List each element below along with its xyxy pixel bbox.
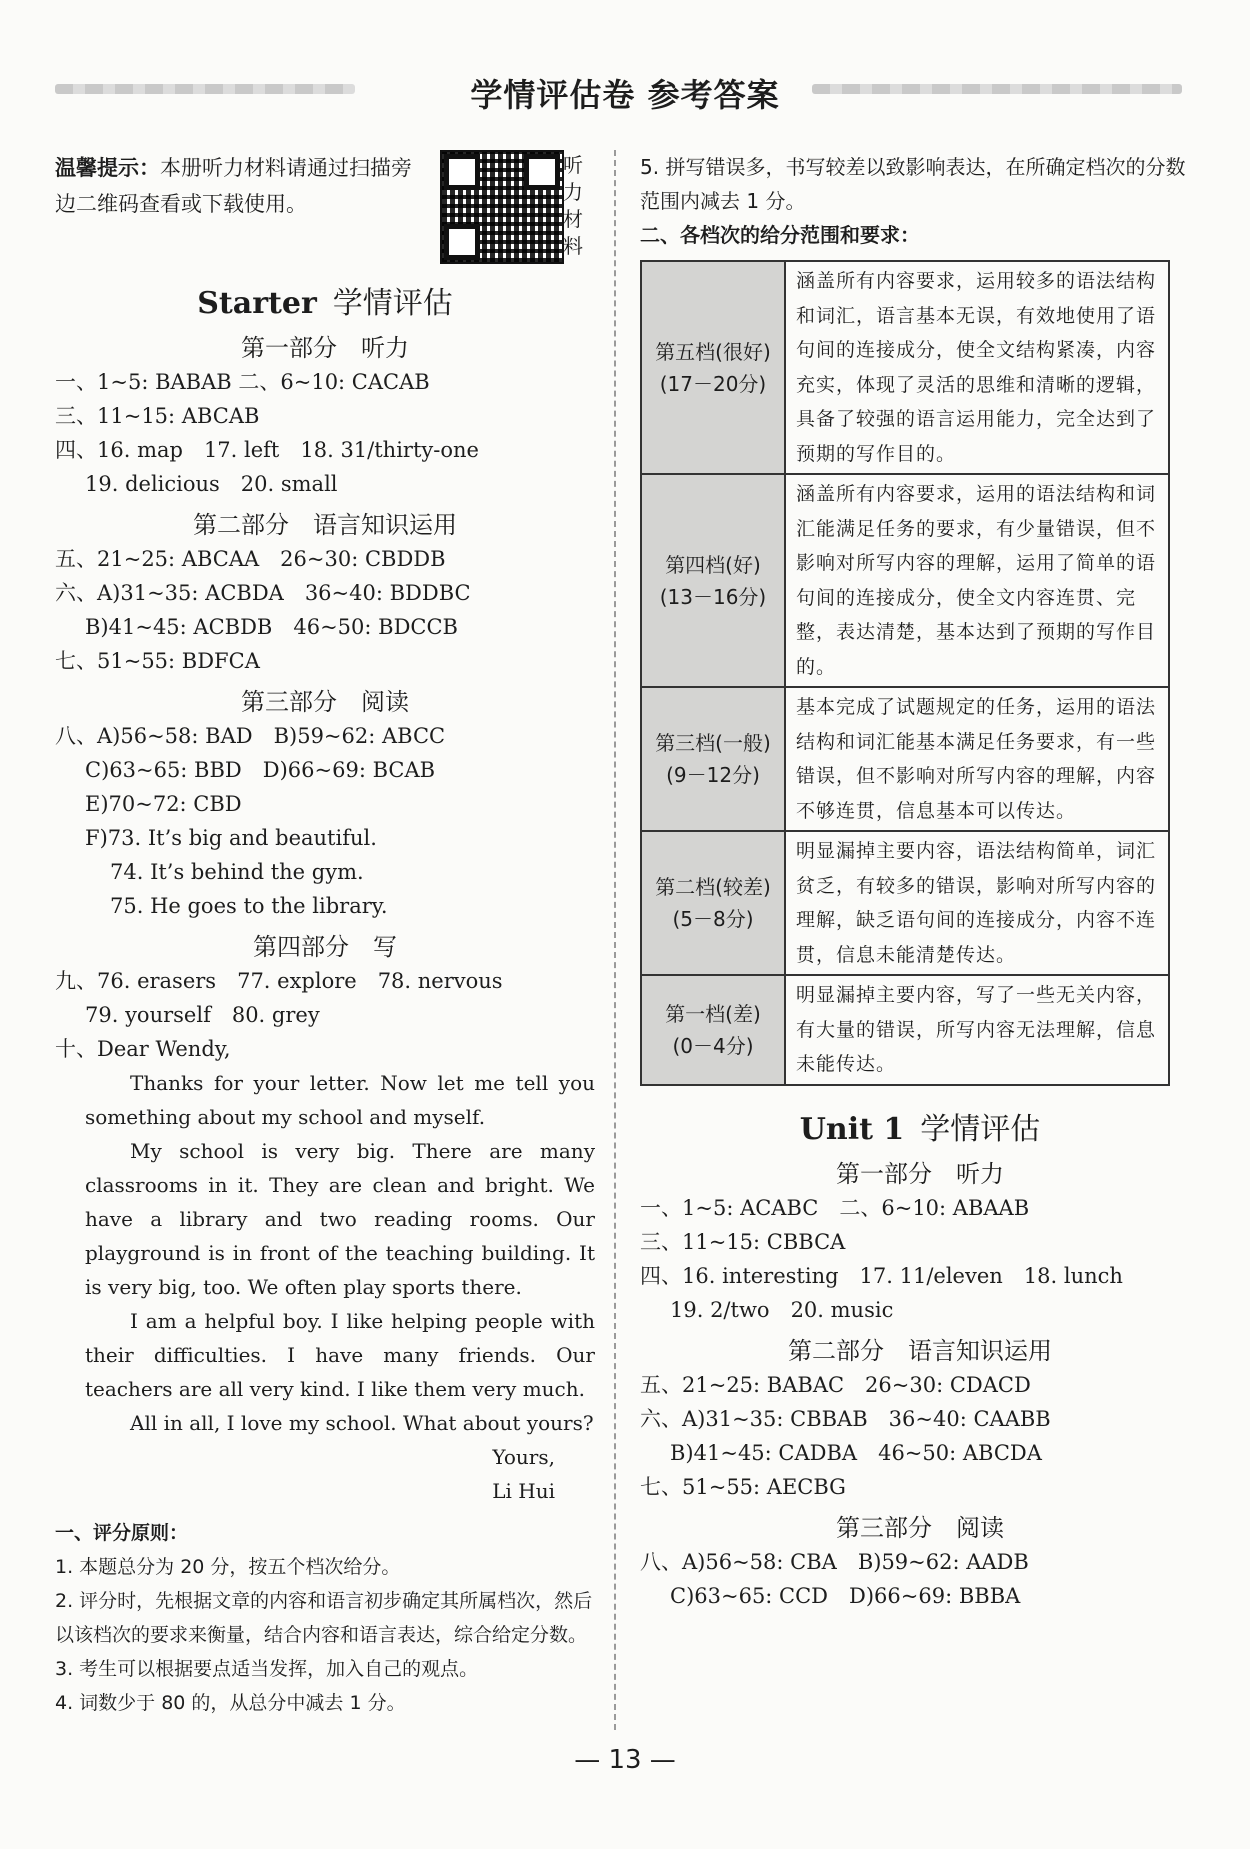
- rule-item: 1. 本题总分为 20 分，按五个档次给分。: [55, 1556, 401, 1578]
- right-column: [640, 150, 1200, 1613]
- qr-label: 听力材料: [563, 153, 583, 258]
- grade-description: 明显漏掉主要内容，语法结构简单，词汇贫乏，有较多的错误，影响对所写内容的理解，缺乏语句间的连接成分，内容不连贯，信息未能清楚传达。: [785, 831, 1169, 975]
- grade-description: 涵盖所有内容要求，运用的语法结构和词汇能满足任务的要求，有少量错误，但不影响对所写内容的理解，运用了简单的语句间的连接成分，使全文内容连贯、完整，表达清楚，基本达到了预期的写作目的。: [785, 474, 1169, 687]
- answer-line: C)63~65: CCD D)66~69: BBBA: [670, 1583, 1021, 1608]
- tip-label: 温馨提示：: [55, 156, 160, 180]
- starter-part2-title: 第二部分 语言知识运用: [193, 511, 457, 539]
- answer-line: 19. delicious 20. small: [85, 472, 338, 496]
- starter-part1-title: 第一部分 听力: [241, 334, 409, 362]
- answer-line: 三、11~15: ABCAB: [55, 404, 260, 428]
- grade-description: 基本完成了试题规定的任务，运用的语法结构和词汇能基本满足任务要求，有一些错误，但不影响对所写内容的理解，内容不够连贯，信息基本可以传达。: [785, 687, 1169, 831]
- grade-level: 第一档(差) (0－4分): [641, 975, 785, 1085]
- grade-row: [641, 261, 1169, 474]
- answer-line: 五、21~25: BABAC 26~30: CDACD: [640, 1372, 1031, 1397]
- starter-part4-title: 第四部分 写: [253, 933, 397, 961]
- answer-line: 79. yourself 80. grey: [85, 1003, 320, 1027]
- answer-line: 四、16. map 17. left 18. 31/thirty-one: [55, 438, 479, 462]
- answer-line: 75. He goes to the library.: [110, 894, 388, 918]
- tip-body: 本册听力材料请通过扫描旁边二维码查看或下载使用。: [55, 156, 412, 216]
- grade-row: [641, 831, 1169, 975]
- title-rule-right: [812, 84, 1182, 94]
- rule-item: 5. 拼写错误多，书写较差以致影响表达，在所确定档次的分数范围内减去 1 分。: [640, 155, 1186, 213]
- answer-line: B)41~45: ACBDB 46~50: BDCCB: [85, 615, 458, 639]
- starter-part3-title: 第三部分 阅读: [241, 688, 409, 716]
- left-column: [55, 150, 595, 1720]
- essay-paragraph: My school is very big. There are many classrooms in it. They are clean and bright. We have a library and two reading rooms. Our playground is in front of the teaching building. It is very big, too. We often play sports there.: [85, 1139, 595, 1299]
- qr-code-icon[interactable]: [440, 150, 564, 264]
- grade-row: [641, 474, 1169, 687]
- column-divider: [614, 150, 616, 1730]
- unit1-title-cn: 学情评估: [920, 1111, 1041, 1147]
- answer-line: 四、16. interesting 17. 11/eleven 18. lunch: [640, 1263, 1123, 1288]
- essay-signature: Li Hui: [492, 1479, 555, 1503]
- answer-line: 八、A)56~58: CBA B)59~62: AADB: [640, 1549, 1029, 1574]
- grade-description: 明显漏掉主要内容，写了一些无关内容，有大量的错误，所写内容无法理解，信息未能传达。: [785, 975, 1169, 1085]
- answer-line: 三、11~15: CBBCA: [640, 1229, 846, 1254]
- grading-table: [640, 260, 1170, 1086]
- answer-line: 74. It’s behind the gym.: [110, 860, 364, 884]
- grade-level: 第二档(较差) (5－8分): [641, 831, 785, 975]
- essay-paragraph: Thanks for your letter. Now let me tell you something about my school and myself.: [85, 1071, 595, 1129]
- answer-line: 九、76. erasers 77. explore 78. nervous: [55, 969, 503, 993]
- rules-heading: 一、评分原则：: [55, 1522, 189, 1544]
- starter-title-cn: 学情评估: [332, 286, 453, 321]
- starter-title: [55, 278, 595, 322]
- answer-line: 19. 2/two 20. music: [670, 1297, 894, 1322]
- unit1-part3-title: 第三部分 阅读: [836, 1513, 1004, 1542]
- tip-block: [55, 150, 595, 268]
- grade-row: [641, 975, 1169, 1085]
- title-rule-left: [55, 84, 355, 94]
- rule-item: 4. 词数少于 80 的，从总分中减去 1 分。: [55, 1692, 406, 1714]
- answer-line: 十、Dear Wendy,: [55, 1037, 231, 1061]
- essay-closing: Yours,: [492, 1445, 555, 1469]
- grade-description: 涵盖所有内容要求，运用较多的语法结构和词汇，语言基本无误，有效地使用了语句间的连接成分，使全文结构紧凑，内容充实，体现了灵活的思维和清晰的逻辑，具备了较强的语言运用能力，完全达到了预期的写作目的。: [785, 261, 1169, 474]
- rule-item: 2. 评分时，先根据文章的内容和语言初步确定其所属档次，然后以该档次的要求来衡量，结合内容和语言表达，综合给定分数。: [55, 1590, 593, 1646]
- answer-line: 八、A)56~58: BAD B)59~62: ABCC: [55, 724, 446, 748]
- essay-paragraph: All in all, I love my school. What about yours?: [130, 1411, 594, 1435]
- grade-row: [641, 687, 1169, 831]
- answer-line: 六、A)31~35: CBBAB 36~40: CAABB: [640, 1406, 1051, 1431]
- unit1-title: [640, 1104, 1200, 1148]
- answer-line: 五、21~25: ABCAA 26~30: CBDDB: [55, 547, 446, 571]
- answer-line: 一、1~5: ACABC 二、6~10: ABAAB: [640, 1195, 1030, 1220]
- answer-line: 六、A)31~35: ACBDA 36~40: BDDBC: [55, 581, 471, 605]
- essay-paragraph: I am a helpful boy. I like helping people with their difficulties. I have many friends. Our teachers are all very kind. I like them very much.: [85, 1309, 595, 1401]
- answer-line: 七、51~55: BDFCA: [55, 649, 260, 673]
- tip-text: [55, 150, 420, 222]
- page-title: 学情评估卷 参考答案: [470, 76, 780, 114]
- answer-line: 一、1~5: BABAB 二、6~10: CACAB: [55, 370, 430, 394]
- unit1-part1-title: 第一部分 听力: [836, 1159, 1004, 1188]
- answer-line: F)73. It’s big and beautiful.: [85, 826, 377, 850]
- rule-item: 3. 考生可以根据要点适当发挥，加入自己的观点。: [55, 1658, 479, 1680]
- unit1-part2-title: 第二部分 语言知识运用: [788, 1336, 1052, 1365]
- answer-line: B)41~45: CADBA 46~50: ABCDA: [670, 1440, 1042, 1465]
- grades-heading: 二、各档次的给分范围和要求：: [640, 223, 920, 247]
- grade-level: 第四档(好) (13－16分): [641, 474, 785, 687]
- answer-line: 七、51~55: AECBG: [640, 1474, 846, 1499]
- page-number: — 13 —: [574, 1745, 676, 1775]
- grade-level: 第三档(一般) (9－12分): [641, 687, 785, 831]
- answer-line: E)70~72: CBD: [85, 792, 242, 816]
- starter-title-en: Starter: [197, 286, 317, 321]
- unit1-title-en: Unit 1: [799, 1111, 905, 1147]
- grade-level: 第五档(很好) (17－20分): [641, 261, 785, 474]
- scoring-principles: [55, 1516, 595, 1720]
- sample-essay: [55, 1066, 595, 1508]
- answer-line: C)63~65: BBD D)66~69: BCAB: [85, 758, 436, 782]
